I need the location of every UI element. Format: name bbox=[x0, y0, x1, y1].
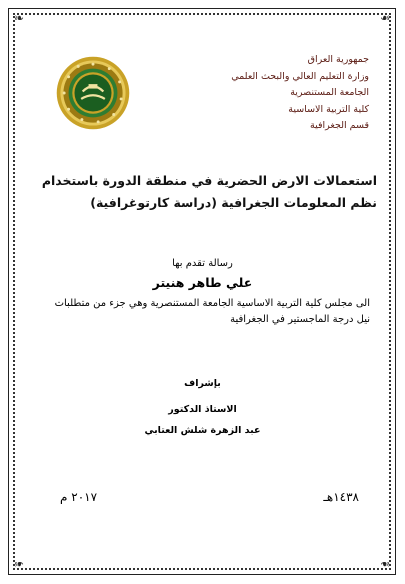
supervisor-name: عبد الزهرة شلش العتابي bbox=[144, 425, 261, 436]
university-seal-icon bbox=[56, 56, 130, 130]
council-statement: الى مجلس كلية التربية الاساسية الجامعة المستنصرية وهي جزء من متطلبات نيل درجة الماجستير في الجغرافية bbox=[54, 298, 370, 325]
header-department: قسم الجغرافية bbox=[310, 120, 369, 131]
supervisor-title: الاستاذ الدكتور bbox=[168, 404, 237, 415]
author-name: علي طاهر هنيتر bbox=[152, 275, 253, 290]
header-university: الجامعة المستنصرية bbox=[290, 87, 369, 98]
corner-ornament-icon: ❧ bbox=[14, 11, 25, 25]
corner-ornament-icon: ❧ bbox=[14, 557, 25, 571]
supervision-label: بإشراف bbox=[184, 378, 221, 389]
year-gregorian: ٢٠١٧ م bbox=[60, 490, 98, 504]
corner-ornament-icon: ❧ bbox=[380, 557, 391, 571]
header-country: جمهورية العراق bbox=[307, 54, 369, 65]
thesis-title: استعمالات الارض الحضرية في منطقة الدورة باستخدام نظم المعلومات الجغرافية (دراسة كارتوغرافية) bbox=[41, 173, 377, 210]
header-ministry: وزارة التعليم العالي والبحث العلمي bbox=[231, 70, 369, 82]
year-hijri: ١٤٣٨هـ bbox=[323, 490, 359, 504]
institution-header bbox=[199, 52, 369, 135]
presented-by-label: رسالة تقدم بها bbox=[172, 258, 233, 269]
header-college: كلية التربية الاساسية bbox=[288, 103, 369, 115]
corner-ornament-icon: ❧ bbox=[380, 11, 391, 25]
